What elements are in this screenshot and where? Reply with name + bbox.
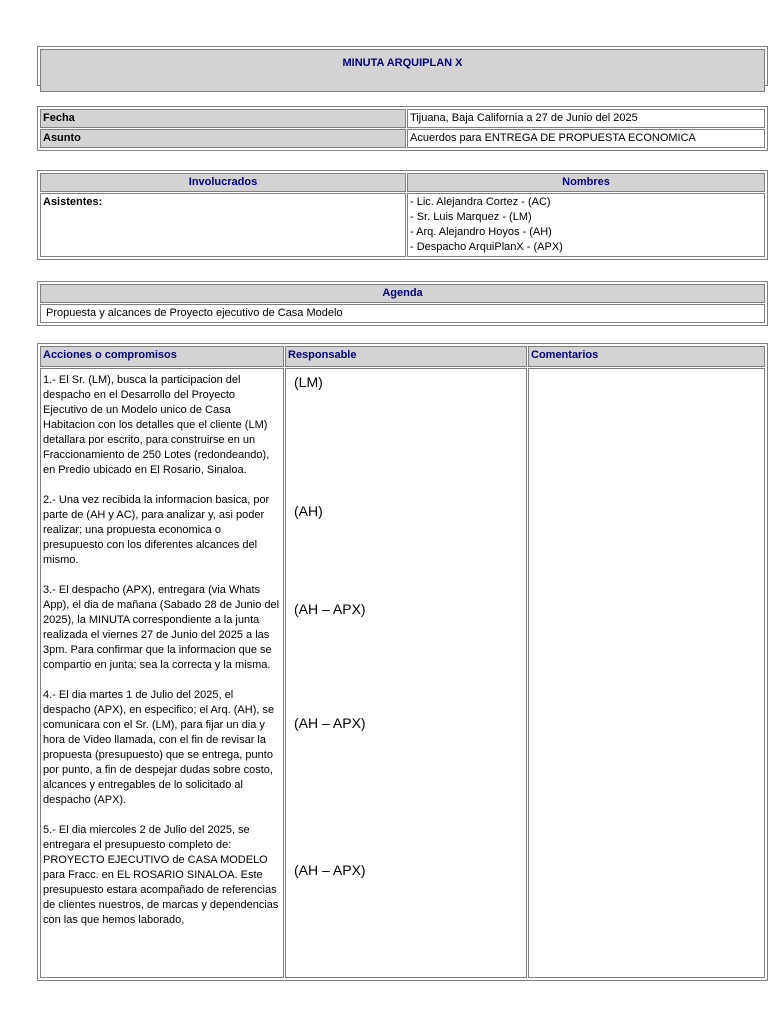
fecha-value: Tijuana, Baja California a 27 de Junio del 2025 — [407, 109, 765, 128]
agenda-table — [37, 281, 768, 326]
comments-column — [528, 368, 765, 978]
responsable-item: (AH – APX) — [294, 861, 366, 878]
responsable-header: Responsable — [285, 346, 527, 367]
info-table — [37, 106, 768, 151]
action-item: 3.- El despacho (APX), entregara (via Whats App), el dia de mañana (Sabado 28 de Junio del 2025), la MINUTA correspondiente a la junta realizada el viernes 27 de Junio del 2025 a las 3pm. Para confirmar que la informacion que se compartio en junta; sea la correcta y la misma. — [43, 583, 280, 671]
responsable-item: (AH – APX) — [294, 714, 366, 731]
fecha-label: Fecha — [40, 109, 406, 128]
comments-header: Comentarios — [528, 346, 765, 367]
involved-header: Involucrados — [40, 173, 406, 192]
action-item: 4.- El dia martes 1 de Julio del 2025, el despacho (APX), en especifico; el Arq. (AH), se comunicara con el Sr. (LM), para fijar un dia y hora de Video llamada, con el fin de revisar la propuesta (presupuesto) que se entrega, punto por punto, a fin de despejar dudas sobre costo, alcances y entregables de lo solicitado al despacho (APX). — [43, 688, 275, 806]
action-item: 5.- El dia miercoles 2 de Julio del 2025, se entregara el presupuesto completo de: PROYECTO EJECUTIVO de CASA MODELO para Fracc. en EL ROSARIO SINALOA. Este presupuesto estara acompañado de referencias de clientes nuestros, de marcas y dependencias con las que hemos laborado, — [43, 823, 279, 926]
asunto-label: Asunto — [40, 129, 406, 148]
actions-table — [37, 343, 768, 981]
title-table — [37, 46, 768, 86]
attendees-names — [407, 193, 765, 257]
responsable-item: (AH) — [294, 502, 323, 519]
attendee-name: - Sr. Luis Marquez - (LM) — [410, 211, 532, 223]
attendee-name: - Arq. Alejandro Hoyos - (AH) — [410, 226, 552, 238]
responsable-column — [285, 368, 527, 978]
actions-column — [40, 368, 284, 978]
responsable-item: (LM) — [294, 373, 323, 390]
names-header: Nombres — [407, 173, 765, 192]
agenda-text: Propuesta y alcances de Proyecto ejecutivo de Casa Modelo — [40, 304, 765, 323]
attendee-name: - Despacho ArquiPlanX - (APX) — [410, 241, 563, 253]
agenda-header: Agenda — [40, 284, 765, 303]
asunto-value: Acuerdos para ENTREGA DE PROPUESTA ECONOMICA — [407, 129, 765, 148]
attendees-label: Asistentes: — [40, 193, 406, 257]
actions-header: Acciones o compromisos — [40, 346, 284, 367]
action-item: 2.- Una vez recibida la informacion basica, por parte de (AH y AC), para analizar y, asi poder realizar; una propuesta economica o presupuesto con los diferentes alcances del mismo. — [43, 493, 270, 566]
involved-table — [37, 170, 768, 260]
document-title: MINUTA ARQUIPLAN X — [40, 49, 765, 92]
action-item: 1.- El Sr. (LM), busca la participacion del despacho en el Desarrollo del Proyecto Ejecutivo de un Modelo unico de Casa Habitacion con los detalles que el cliente (LM) detallara por escrito, para construirse en un Fraccionamiento de 250 Lotes (redondeando), en Predio ubicado en El Rosario, Sinaloa. — [43, 373, 270, 476]
attendee-name: - Lic. Alejandra Cortez - (AC) — [410, 196, 551, 208]
responsable-item: (AH – APX) — [294, 600, 366, 617]
